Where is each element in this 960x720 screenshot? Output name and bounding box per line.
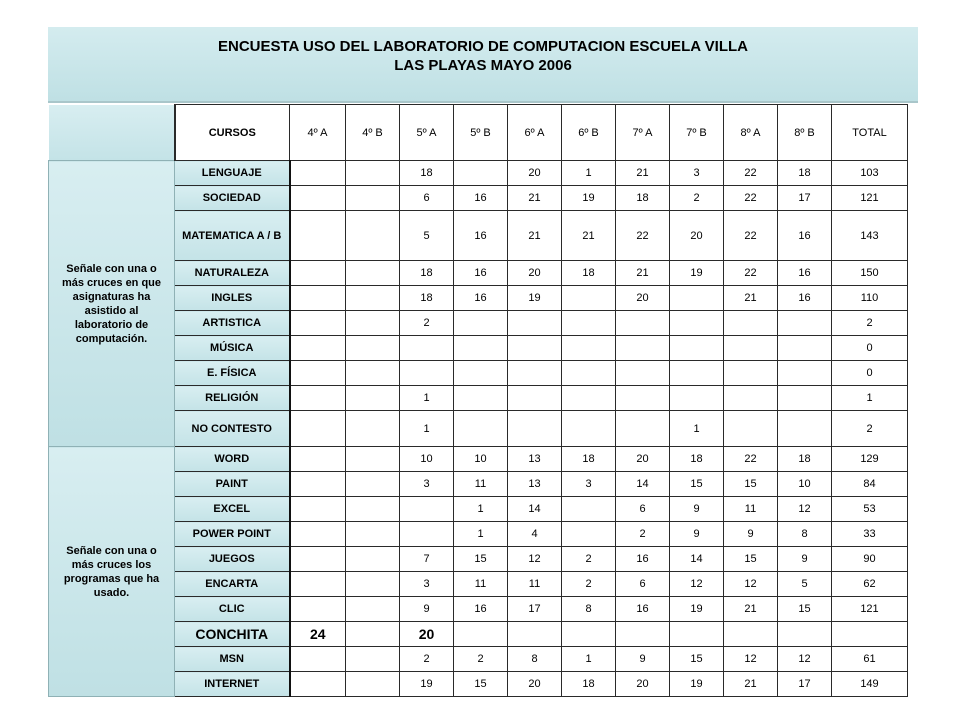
table-row (49, 261, 908, 286)
count-cell (400, 336, 454, 361)
count-cell: 1 (562, 647, 616, 672)
count-cell (400, 497, 454, 522)
count-cell (290, 261, 346, 286)
count-cell: 2 (400, 311, 454, 336)
count-cell: 21 (616, 261, 670, 286)
group-label-subjects: Señale con una o más cruces en que asignaturas ha asistido al laboratorio de computación. (49, 161, 175, 447)
total-cell: 84 (832, 472, 908, 497)
count-cell (346, 497, 400, 522)
count-cell: 12 (724, 572, 778, 597)
count-cell: 15 (724, 472, 778, 497)
count-cell (290, 522, 346, 547)
count-cell: 15 (724, 547, 778, 572)
count-cell: 16 (454, 597, 508, 622)
count-cell (616, 361, 670, 386)
count-cell: 3 (400, 472, 454, 497)
row-label: RELIGIÓN (175, 386, 290, 411)
count-cell (290, 597, 346, 622)
table-row (49, 336, 908, 361)
total-cell: 62 (832, 572, 908, 597)
count-cell: 14 (508, 497, 562, 522)
count-cell: 16 (454, 186, 508, 211)
count-cell: 9 (778, 547, 832, 572)
count-cell: 18 (778, 161, 832, 186)
count-cell: 9 (670, 497, 724, 522)
count-cell: 18 (778, 447, 832, 472)
table-row (49, 186, 908, 211)
total-cell: 110 (832, 286, 908, 311)
count-cell (616, 336, 670, 361)
count-cell (346, 672, 400, 697)
count-cell: 18 (562, 261, 616, 286)
count-cell (346, 361, 400, 386)
count-cell: 2 (562, 547, 616, 572)
count-cell: 9 (400, 597, 454, 622)
table-row (49, 597, 908, 622)
count-cell: 14 (616, 472, 670, 497)
count-cell: 21 (562, 211, 616, 261)
count-cell: 14 (670, 547, 724, 572)
table-row (49, 522, 908, 547)
count-cell (562, 497, 616, 522)
count-cell: 22 (724, 186, 778, 211)
count-cell: 19 (508, 286, 562, 311)
count-cell (290, 311, 346, 336)
table-row (49, 647, 908, 672)
count-cell: 22 (724, 261, 778, 286)
row-label: NO CONTESTO (175, 411, 290, 447)
row-label: MÚSICA (175, 336, 290, 361)
title-line-1: ENCUESTA USO DEL LABORATORIO DE COMPUTACION ESCUELA VILLA (217, 38, 749, 55)
count-cell: 3 (400, 572, 454, 597)
count-cell (670, 622, 724, 647)
count-cell: 16 (778, 211, 832, 261)
count-cell (346, 286, 400, 311)
count-cell: 9 (724, 522, 778, 547)
count-cell: 12 (778, 497, 832, 522)
count-cell (670, 361, 724, 386)
count-cell (724, 411, 778, 447)
header-corner (49, 105, 175, 161)
row-label: SOCIEDAD (175, 186, 290, 211)
count-cell: 11 (454, 472, 508, 497)
table-row (49, 547, 908, 572)
count-cell: 8 (778, 522, 832, 547)
count-cell (562, 386, 616, 411)
count-cell (346, 411, 400, 447)
row-label: CONCHITA (175, 622, 290, 647)
total-cell: 2 (832, 311, 908, 336)
column-header: 5º A (400, 105, 454, 161)
count-cell: 17 (778, 186, 832, 211)
count-cell: 5 (400, 211, 454, 261)
count-cell (454, 622, 508, 647)
count-cell (290, 447, 346, 472)
count-cell: 11 (508, 572, 562, 597)
count-cell (778, 411, 832, 447)
count-cell (290, 497, 346, 522)
count-cell (724, 311, 778, 336)
count-cell (616, 311, 670, 336)
row-label: NATURALEZA (175, 261, 290, 286)
count-cell: 7 (400, 547, 454, 572)
count-cell (562, 336, 616, 361)
total-cell (832, 622, 908, 647)
count-cell: 1 (562, 161, 616, 186)
count-cell (290, 386, 346, 411)
count-cell: 9 (616, 647, 670, 672)
count-cell (290, 572, 346, 597)
count-cell: 6 (400, 186, 454, 211)
count-cell: 16 (616, 547, 670, 572)
count-cell (562, 622, 616, 647)
row-label: EXCEL (175, 497, 290, 522)
count-cell: 17 (778, 672, 832, 697)
count-cell: 10 (400, 447, 454, 472)
count-cell: 8 (508, 647, 562, 672)
count-cell: 11 (724, 497, 778, 522)
count-cell (290, 286, 346, 311)
count-cell (724, 622, 778, 647)
count-cell: 22 (724, 211, 778, 261)
count-cell: 21 (508, 186, 562, 211)
count-cell: 20 (508, 672, 562, 697)
count-cell (346, 547, 400, 572)
count-cell (724, 361, 778, 386)
count-cell: 22 (724, 447, 778, 472)
count-cell: 19 (670, 597, 724, 622)
table-row (49, 497, 908, 522)
count-cell (346, 336, 400, 361)
count-cell (778, 361, 832, 386)
row-label: MATEMATICA A / B (175, 211, 290, 261)
count-cell (508, 311, 562, 336)
count-cell: 20 (616, 286, 670, 311)
title-line-2: LAS PLAYAS MAYO 2006 (394, 57, 572, 74)
row-label: INGLES (175, 286, 290, 311)
column-header: 7º A (616, 105, 670, 161)
row-label: ENCARTA (175, 572, 290, 597)
count-cell (562, 311, 616, 336)
row-label: CLIC (175, 597, 290, 622)
count-cell: 12 (778, 647, 832, 672)
total-cell: 2 (832, 411, 908, 447)
count-cell (346, 447, 400, 472)
count-cell (290, 672, 346, 697)
total-cell: 33 (832, 522, 908, 547)
count-cell: 1 (454, 497, 508, 522)
column-header: 6º A (508, 105, 562, 161)
count-cell: 19 (670, 672, 724, 697)
count-cell (290, 161, 346, 186)
count-cell: 22 (724, 161, 778, 186)
row-label: JUEGOS (175, 547, 290, 572)
count-cell: 10 (454, 447, 508, 472)
count-cell: 1 (400, 411, 454, 447)
count-cell (346, 211, 400, 261)
count-cell (346, 572, 400, 597)
count-cell: 1 (454, 522, 508, 547)
count-cell: 16 (778, 261, 832, 286)
total-cell: 143 (832, 211, 908, 261)
column-header: 4º A (290, 105, 346, 161)
total-cell: 121 (832, 597, 908, 622)
count-cell (670, 311, 724, 336)
column-header: 4º B (346, 105, 400, 161)
row-label: POWER POINT (175, 522, 290, 547)
count-cell (508, 411, 562, 447)
count-cell (616, 386, 670, 411)
count-cell (724, 386, 778, 411)
count-cell: 19 (400, 672, 454, 697)
column-header: 6º B (562, 105, 616, 161)
count-cell: 18 (400, 286, 454, 311)
total-cell: 103 (832, 161, 908, 186)
count-cell: 2 (454, 647, 508, 672)
total-cell: 90 (832, 547, 908, 572)
count-cell (562, 411, 616, 447)
count-cell (346, 647, 400, 672)
count-cell (778, 622, 832, 647)
count-cell (290, 547, 346, 572)
count-cell: 24 (290, 622, 346, 647)
table-row (49, 411, 908, 447)
count-cell: 11 (454, 572, 508, 597)
table-row (49, 311, 908, 336)
count-cell (562, 361, 616, 386)
total-cell: 0 (832, 361, 908, 386)
count-cell (346, 622, 400, 647)
group-label-programs: Señale con una o más cruces los programas que ha usado. (49, 447, 175, 697)
count-cell (346, 472, 400, 497)
count-cell (670, 386, 724, 411)
count-cell: 4 (508, 522, 562, 547)
count-cell: 9 (670, 522, 724, 547)
count-cell: 16 (778, 286, 832, 311)
count-cell: 12 (508, 547, 562, 572)
column-header: CURSOS (175, 105, 290, 161)
row-label: E. FÍSICA (175, 361, 290, 386)
count-cell: 16 (454, 286, 508, 311)
total-cell: 61 (832, 647, 908, 672)
count-cell: 16 (616, 597, 670, 622)
count-cell (508, 386, 562, 411)
count-cell (454, 311, 508, 336)
count-cell (454, 361, 508, 386)
count-cell: 20 (400, 622, 454, 647)
count-cell: 20 (616, 447, 670, 472)
total-cell: 129 (832, 447, 908, 472)
column-header: TOTAL (832, 105, 908, 161)
count-cell (400, 361, 454, 386)
count-cell (724, 336, 778, 361)
table-row (49, 161, 908, 186)
count-cell (670, 286, 724, 311)
table-row (49, 211, 908, 261)
count-cell: 2 (562, 572, 616, 597)
total-cell: 150 (832, 261, 908, 286)
count-cell (616, 411, 670, 447)
count-cell (346, 311, 400, 336)
row-label: LENGUAJE (175, 161, 290, 186)
table-row (49, 386, 908, 411)
count-cell: 18 (562, 672, 616, 697)
count-cell: 21 (724, 286, 778, 311)
count-cell: 18 (562, 447, 616, 472)
count-cell: 12 (724, 647, 778, 672)
count-cell: 20 (616, 672, 670, 697)
count-cell: 20 (508, 161, 562, 186)
count-cell: 1 (670, 411, 724, 447)
total-cell: 149 (832, 672, 908, 697)
count-cell: 5 (778, 572, 832, 597)
count-cell: 16 (454, 261, 508, 286)
count-cell (346, 522, 400, 547)
column-header: 8º B (778, 105, 832, 161)
row-label: INTERNET (175, 672, 290, 697)
count-cell (346, 186, 400, 211)
count-cell: 12 (670, 572, 724, 597)
count-cell: 2 (670, 186, 724, 211)
count-cell: 3 (562, 472, 616, 497)
count-cell: 21 (616, 161, 670, 186)
count-cell: 2 (400, 647, 454, 672)
count-cell (454, 411, 508, 447)
count-cell (290, 186, 346, 211)
table-row (49, 572, 908, 597)
row-label: ARTISTICA (175, 311, 290, 336)
count-cell (454, 161, 508, 186)
survey-table (48, 104, 908, 697)
count-cell: 15 (454, 672, 508, 697)
count-cell: 16 (454, 211, 508, 261)
count-cell (454, 336, 508, 361)
count-cell: 13 (508, 447, 562, 472)
count-cell (290, 472, 346, 497)
count-cell (290, 211, 346, 261)
table-row (49, 361, 908, 386)
count-cell (290, 361, 346, 386)
count-cell: 19 (670, 261, 724, 286)
count-cell (454, 386, 508, 411)
count-cell (346, 386, 400, 411)
count-cell: 19 (562, 186, 616, 211)
count-cell: 20 (508, 261, 562, 286)
count-cell (508, 622, 562, 647)
count-cell (290, 411, 346, 447)
count-cell (778, 386, 832, 411)
total-cell: 53 (832, 497, 908, 522)
column-header: 8º A (724, 105, 778, 161)
count-cell: 20 (670, 211, 724, 261)
count-cell (778, 311, 832, 336)
table-row (49, 286, 908, 311)
count-cell (290, 336, 346, 361)
total-cell: 0 (832, 336, 908, 361)
count-cell: 18 (400, 161, 454, 186)
table-row (49, 472, 908, 497)
column-header: 7º B (670, 105, 724, 161)
count-cell: 18 (400, 261, 454, 286)
count-cell (508, 336, 562, 361)
column-header: 5º B (454, 105, 508, 161)
count-cell (290, 647, 346, 672)
count-cell: 1 (400, 386, 454, 411)
count-cell (778, 336, 832, 361)
table-row (49, 672, 908, 697)
count-cell: 10 (778, 472, 832, 497)
count-cell (346, 261, 400, 286)
count-cell: 15 (778, 597, 832, 622)
count-cell: 15 (670, 647, 724, 672)
count-cell: 21 (508, 211, 562, 261)
count-cell: 21 (724, 597, 778, 622)
count-cell: 15 (670, 472, 724, 497)
count-cell: 6 (616, 572, 670, 597)
survey-title (48, 27, 918, 103)
count-cell (346, 161, 400, 186)
table-row (49, 622, 908, 647)
count-cell (346, 597, 400, 622)
count-cell: 13 (508, 472, 562, 497)
table-row (49, 447, 908, 472)
count-cell (670, 336, 724, 361)
count-cell: 6 (616, 497, 670, 522)
row-label: PAINT (175, 472, 290, 497)
count-cell: 15 (454, 547, 508, 572)
count-cell: 21 (724, 672, 778, 697)
header-row (49, 105, 908, 161)
count-cell (616, 622, 670, 647)
count-cell: 2 (616, 522, 670, 547)
row-label: WORD (175, 447, 290, 472)
count-cell: 18 (616, 186, 670, 211)
count-cell: 22 (616, 211, 670, 261)
count-cell: 3 (670, 161, 724, 186)
count-cell (508, 361, 562, 386)
count-cell (562, 286, 616, 311)
count-cell: 8 (562, 597, 616, 622)
row-label: MSN (175, 647, 290, 672)
count-cell (400, 522, 454, 547)
total-cell: 1 (832, 386, 908, 411)
count-cell: 17 (508, 597, 562, 622)
total-cell: 121 (832, 186, 908, 211)
count-cell (562, 522, 616, 547)
count-cell: 18 (670, 447, 724, 472)
